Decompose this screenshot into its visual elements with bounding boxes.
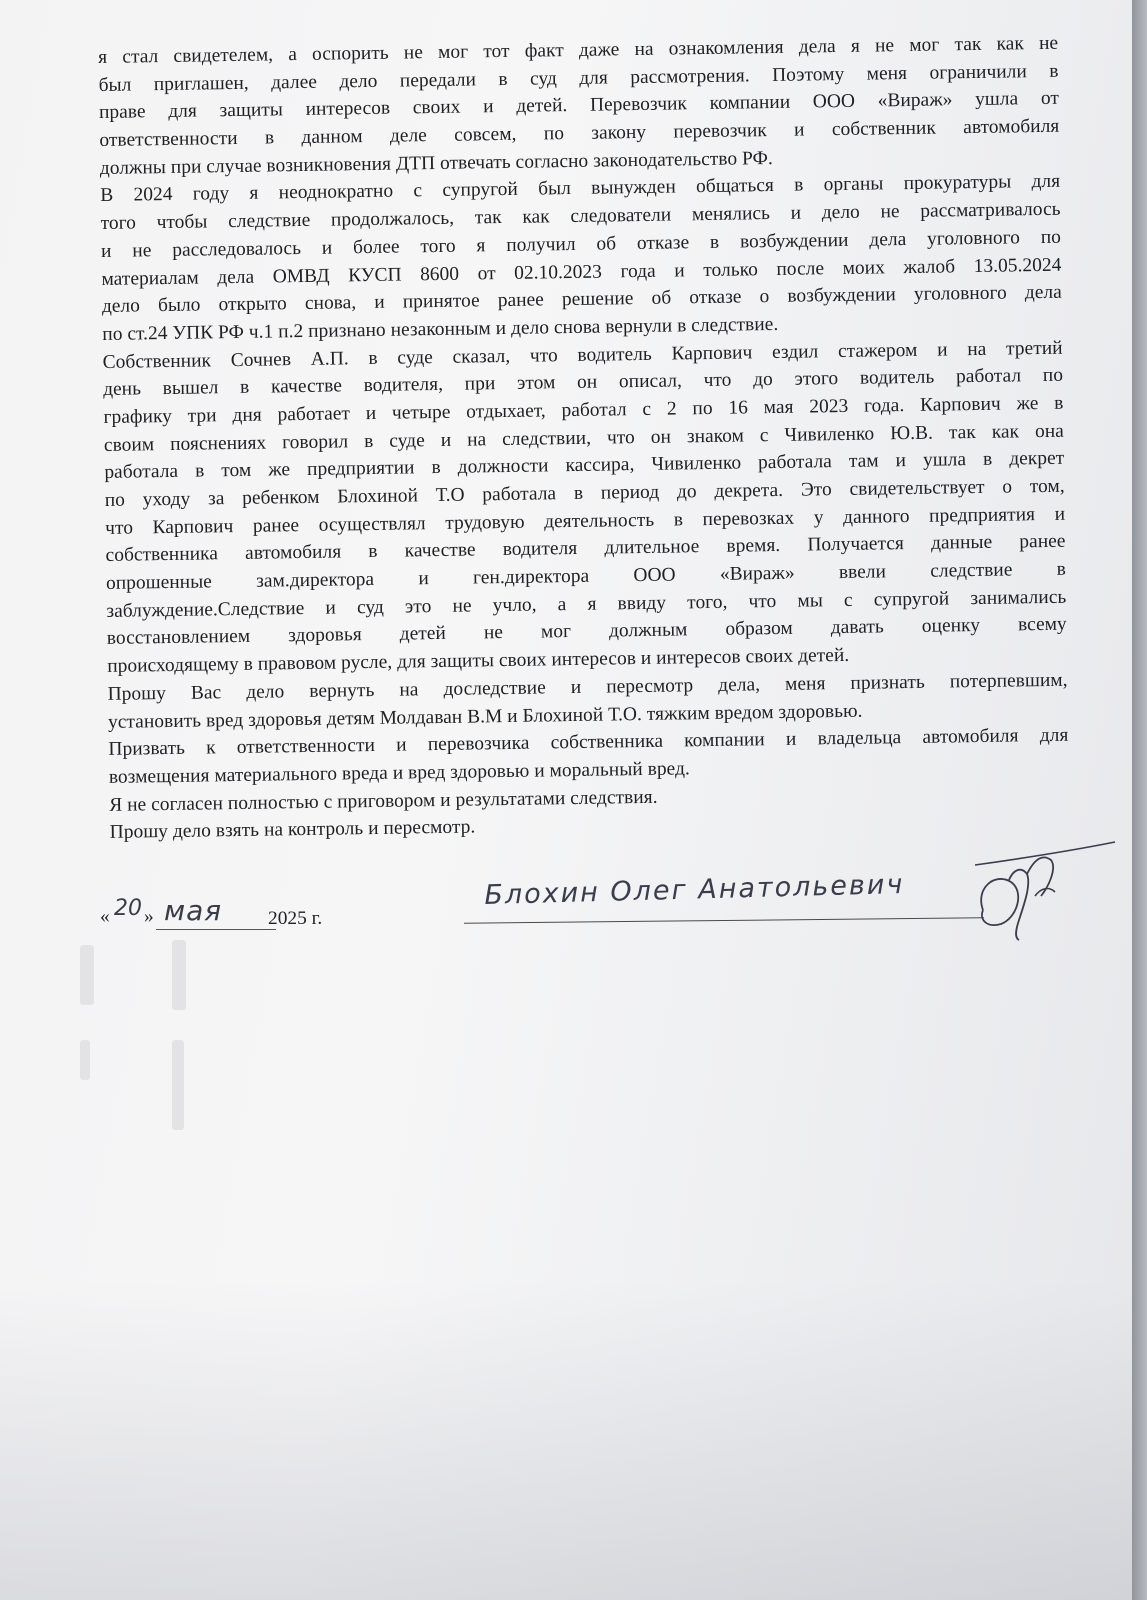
text-line: по уходу за ребенком Блохиной Т.О работала в период до декрета. Это свидетельствует о том, <box>104 475 1065 511</box>
scan-smudge <box>80 945 94 1005</box>
signature-mark-icon <box>965 840 1120 945</box>
text-line: В 2024 году я неоднократно с супругой был вынужден общаться в органы прокуратуры для <box>100 171 1061 207</box>
date-year: 2025 г. <box>268 908 323 929</box>
text-line: того чтобы следствие продолжалось, так как следователи менялись и дело не рассматривалось <box>100 198 1061 235</box>
text-line: графику три дня работает и четыре отдыхает, работал с 2 по 16 мая 2023 года. Карпович же в <box>103 392 1064 428</box>
text-line: что Карпович ранее осуществлял трудовую деятельность в перевозках у данного предприятия и <box>105 503 1066 539</box>
scan-smudge <box>172 1040 184 1130</box>
text-line: и не расследовалось и более того я получил об отказе в возбуждении дела уголовного по <box>100 226 1062 262</box>
text-line: я стал свидетелем, а оспорить не мог тот факт даже на ознакомления дела я не мог так как не <box>98 32 1059 68</box>
text-line: материалам дела ОМВД КУСП 8600 от 02.10.2023 года и только после моих жалоб 13.05.2024 <box>101 254 1062 290</box>
signature-handwritten-name: Блохин Олег Анатольевич <box>484 869 905 911</box>
date-day-handwritten: 20 <box>114 896 142 921</box>
text-line: праве для защиты интересов своих и детей. Перевозчик компании ООО «Вираж» ушла от <box>98 88 1060 124</box>
date-close-quote: » <box>144 906 154 927</box>
text-line: по ст.24 УПК РФ ч.1 п.2 признано незаконным и дело снова вернули в следствие. <box>102 313 779 345</box>
signature-block <box>460 840 1120 950</box>
text-line: возмещения материального вреда и вред здоровью и моральный вред. <box>108 758 690 788</box>
text-line: своим пояснениях говорил в суде и на следствии, что он знаком с Чивиленко Ю.В. так как она <box>103 420 1065 456</box>
scan-smudge <box>172 940 186 1010</box>
text-line: Собственник Сочнев А.П. в суде сказал, что водитель Карпович ездил стажером и на третий <box>102 337 1063 373</box>
letter-body <box>98 30 1070 847</box>
text-line: Прошу дело взять на контроль и пересмотр. <box>109 816 476 844</box>
text-line: Призвать к ответственности и перевозчика собственника компании и владельца автомобиля для <box>108 724 1069 761</box>
text-line: опрошенные зам.директора и ген.директора ООО «Вираж» ввели следствие в <box>105 558 1067 595</box>
background-edge <box>1130 0 1147 1600</box>
date-open-quote: « <box>100 906 110 927</box>
text-line: заблуждение.Следствие и суд это не учло, а я ввиду того, что мы с супругой занимались <box>106 586 1067 622</box>
text-line: день вышел в качестве водителя, при этом он описал, что до этого водитель работал по <box>102 364 1064 401</box>
scan-smudge <box>80 1040 90 1080</box>
signing-date <box>100 896 360 936</box>
text-line: должны при случае возникновения ДТП отвечать согласно законодательство РФ. <box>99 147 773 179</box>
text-line: был приглашен, далее дело передали в суд для рассмотрения. Поэтому меня ограничили в <box>98 60 1059 96</box>
text-line: Прошу Вас дело вернуть на доследствие и пересмотр дела, меня признать потерпевшим, <box>107 669 1068 705</box>
text-line: работала в том же предприятии в должности кассира, Чивиленко работала там и ушла в декрет <box>104 448 1065 484</box>
text-line: ответственности в данном деле совсем, по закону перевозчик и собственник автомобиля <box>99 115 1060 152</box>
text-line: собственника автомобиля в качестве водителя длительное время. Получается данные ранее <box>105 531 1066 567</box>
text-line: происходящему в правовом русле, для защиты своих интересов и интересов своих детей. <box>107 645 850 678</box>
text-line: Я не согласен полностью с приговором и результатами следствия. <box>109 786 658 816</box>
date-underline <box>156 929 276 930</box>
signature-line <box>464 917 984 923</box>
text-line: дело было открыто снова, и принятое ранее решение об отказе о возбуждении уголовного дела <box>101 281 1062 318</box>
text-line: установить вред здоровья детям Молдаван В.М и Блохиной Т.О. тяжким вредом здоровью. <box>107 700 863 733</box>
date-month-handwritten: мая <box>164 894 223 927</box>
text-line: восстановлением здоровья детей не мог должным образом давать оценку всему <box>106 614 1067 650</box>
